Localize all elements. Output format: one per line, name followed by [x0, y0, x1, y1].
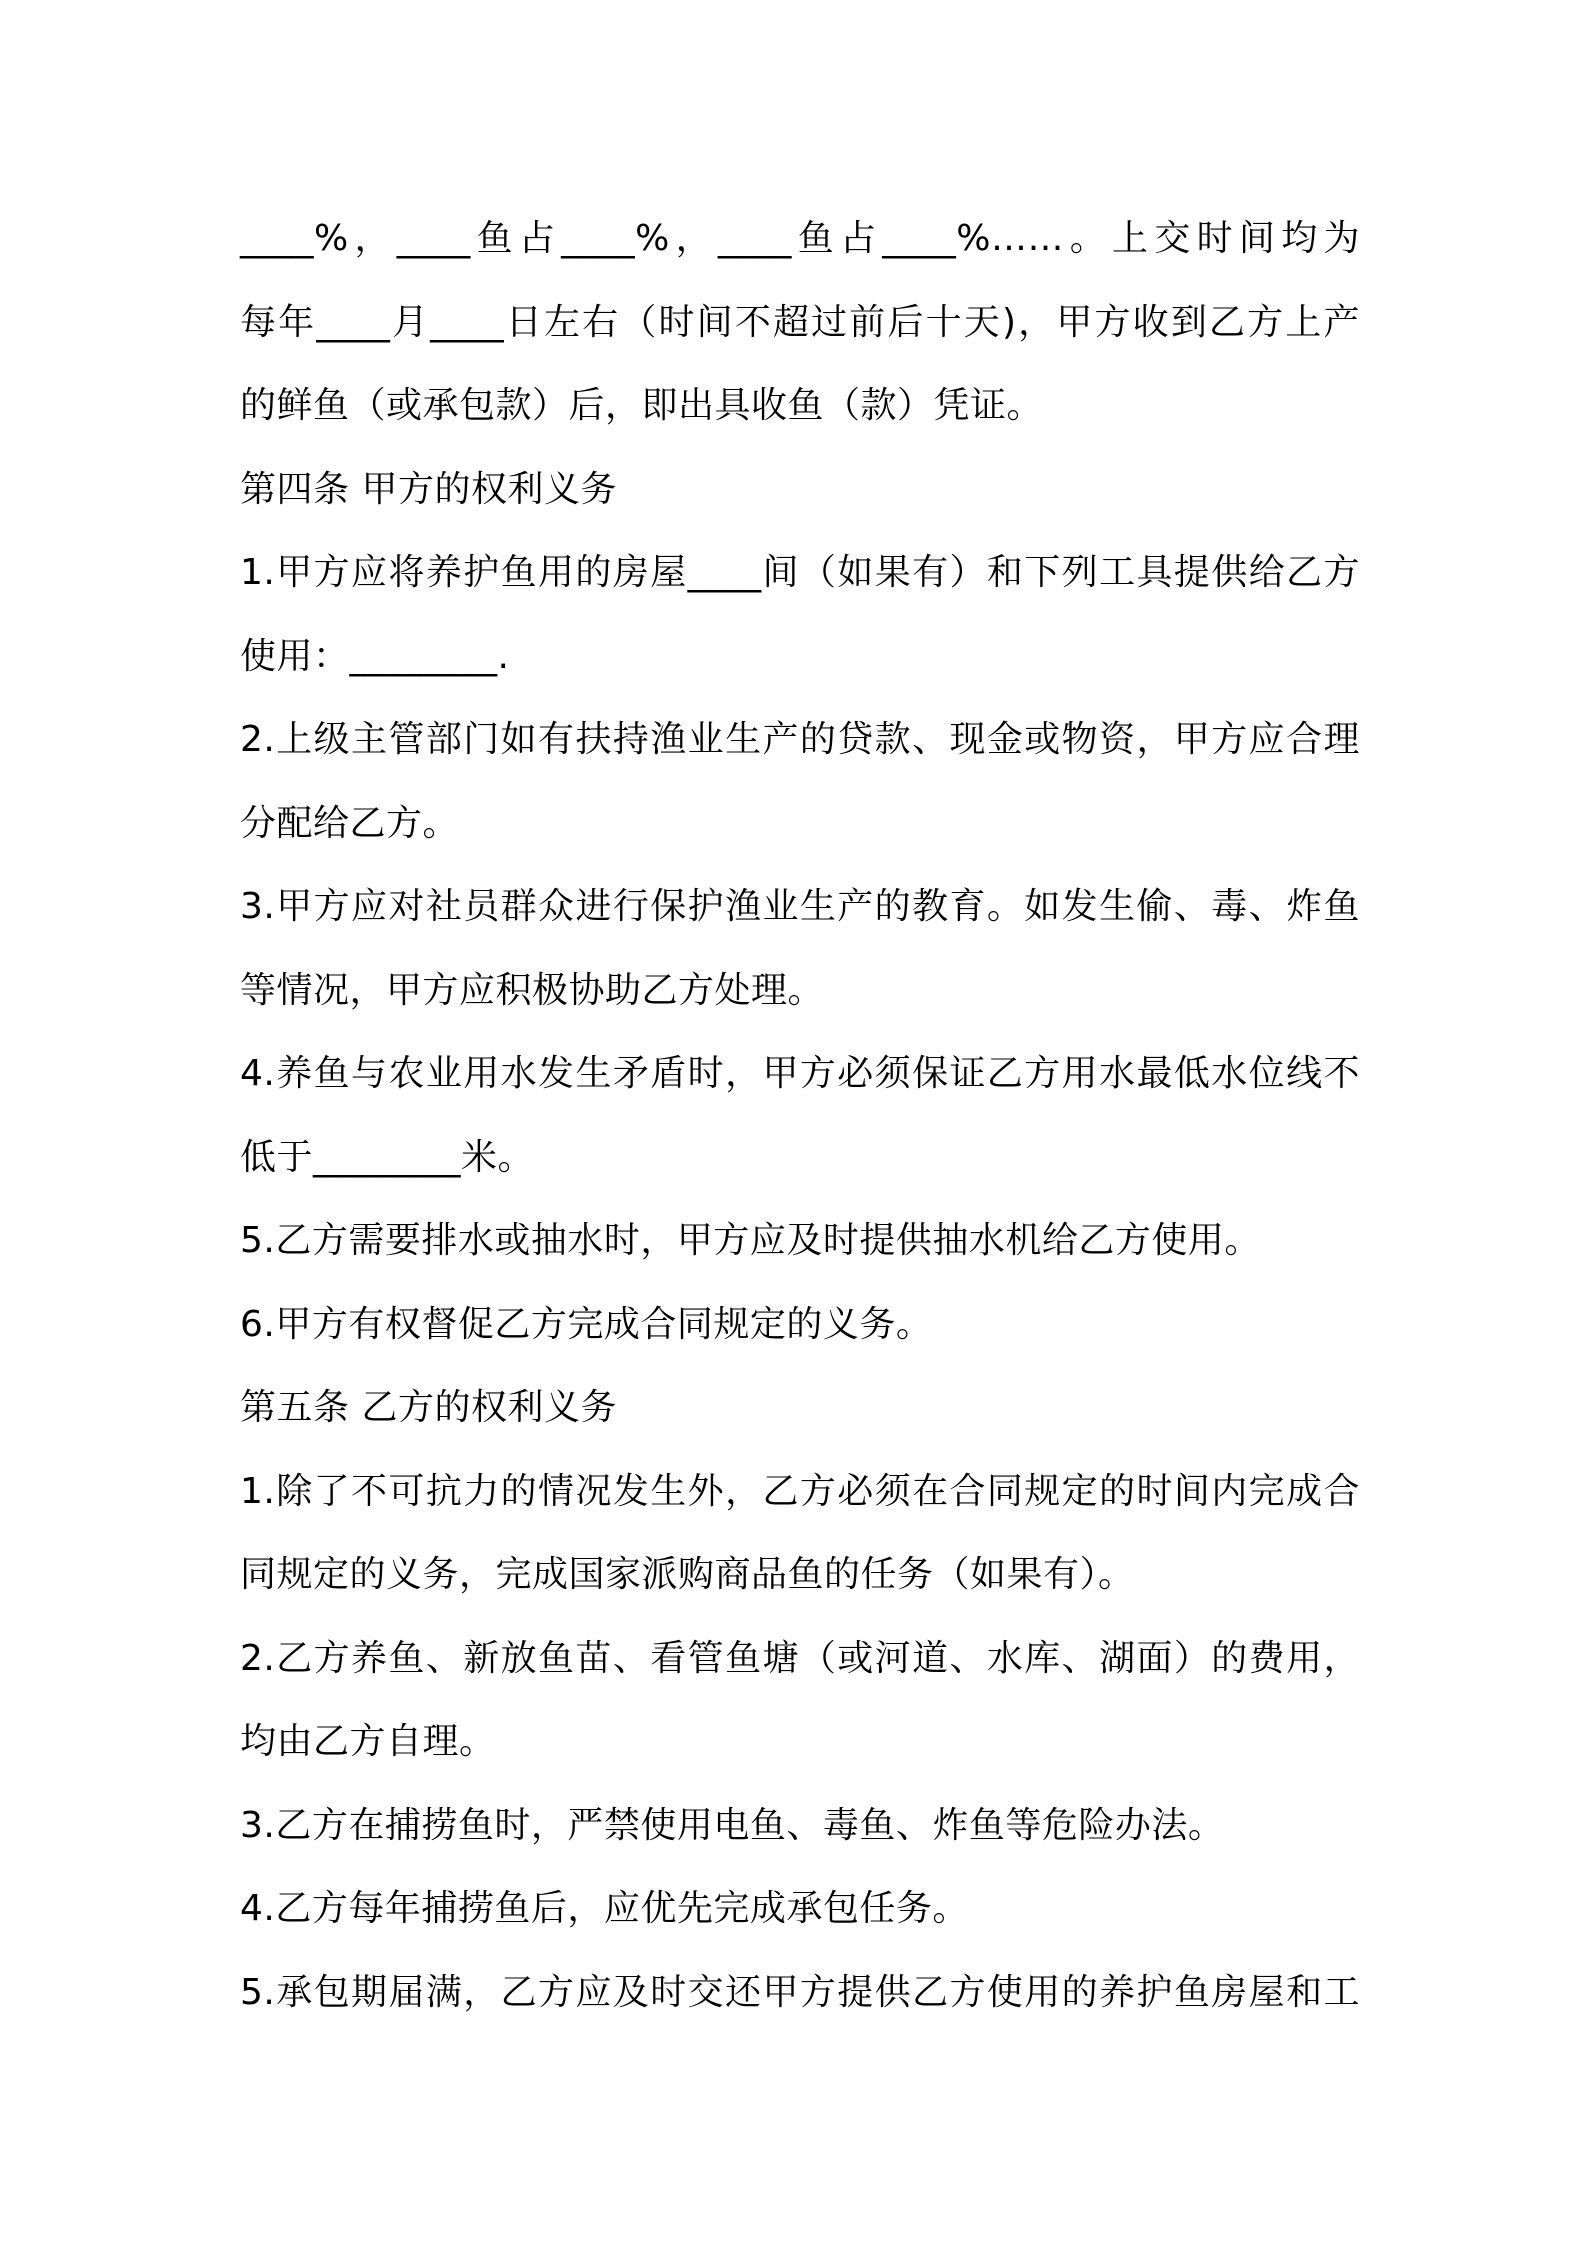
text-line-7: 2.上级主管部门如有扶持渔业生产的贷款、现金或物资，甲方应合理 [240, 719, 1360, 760]
section-heading-article-5: 第五条 乙方的权利义务 [240, 1387, 617, 1428]
text-line-12: 低于________米。 [240, 1136, 535, 1178]
text-line-16: 1.除了不可抗力的情况发生外，乙方必须在合同规定的时间内完成合 [240, 1470, 1360, 1512]
text-line-1: ____%，____鱼占____%，____鱼占____%……。上交时间均为 [240, 218, 1360, 259]
text-line-9: 3.甲方应对社员群众进行保护渔业生产的教育。如发生偷、毒、炸鱼 [240, 886, 1360, 927]
text-line-3: 的鲜鱼（或承包款）后，即出具收鱼（款）凭证。 [240, 385, 1044, 426]
text-line-10: 等情况，甲方应积极协助乙方处理。 [240, 969, 825, 1011]
text-line-17: 同规定的义务，完成国家派购商品鱼的任务（如果有）。 [240, 1554, 1135, 1595]
text-line-13: 5.乙方需要排水或抽水时，甲方应及时提供抽水机给乙方使用。 [240, 1220, 1261, 1261]
text-line-11: 4.养鱼与农业用水发生矛盾时，甲方必须保证乙方用水最低水位线不 [240, 1053, 1360, 1094]
text-line-21: 4.乙方每年捕捞鱼后，应优先完成承包任务。 [240, 1888, 969, 1929]
text-line-20: 3.乙方在捕捞鱼时，严禁使用电鱼、毒鱼、炸鱼等危险办法。 [240, 1804, 1225, 1846]
section-heading-article-4: 第四条 甲方的权利义务 [240, 468, 617, 510]
text-line-5: 1.甲方应将养护鱼用的房屋____间（如果有）和下列工具提供给乙方 [240, 552, 1360, 593]
text-line-14: 6.甲方有权督促乙方完成合同规定的义务。 [240, 1303, 933, 1345]
text-line-19: 均由乙方自理。 [240, 1721, 496, 1762]
document-body [240, 197, 1360, 2034]
text-line-22: 5.承包期届满，乙方应及时交还甲方提供乙方使用的养护鱼房屋和工 [240, 1971, 1360, 2013]
text-line-2: 每年____月____日左右（时间不超过前后十天)，甲方收到乙方上产 [240, 301, 1360, 343]
text-line-8: 分配给乙方。 [240, 802, 460, 844]
text-line-6: 使用：________. [240, 635, 510, 677]
text-line-18: 2.乙方养鱼、新放鱼苗、看管鱼塘（或河道、水库、湖面）的费用， [240, 1637, 1360, 1679]
